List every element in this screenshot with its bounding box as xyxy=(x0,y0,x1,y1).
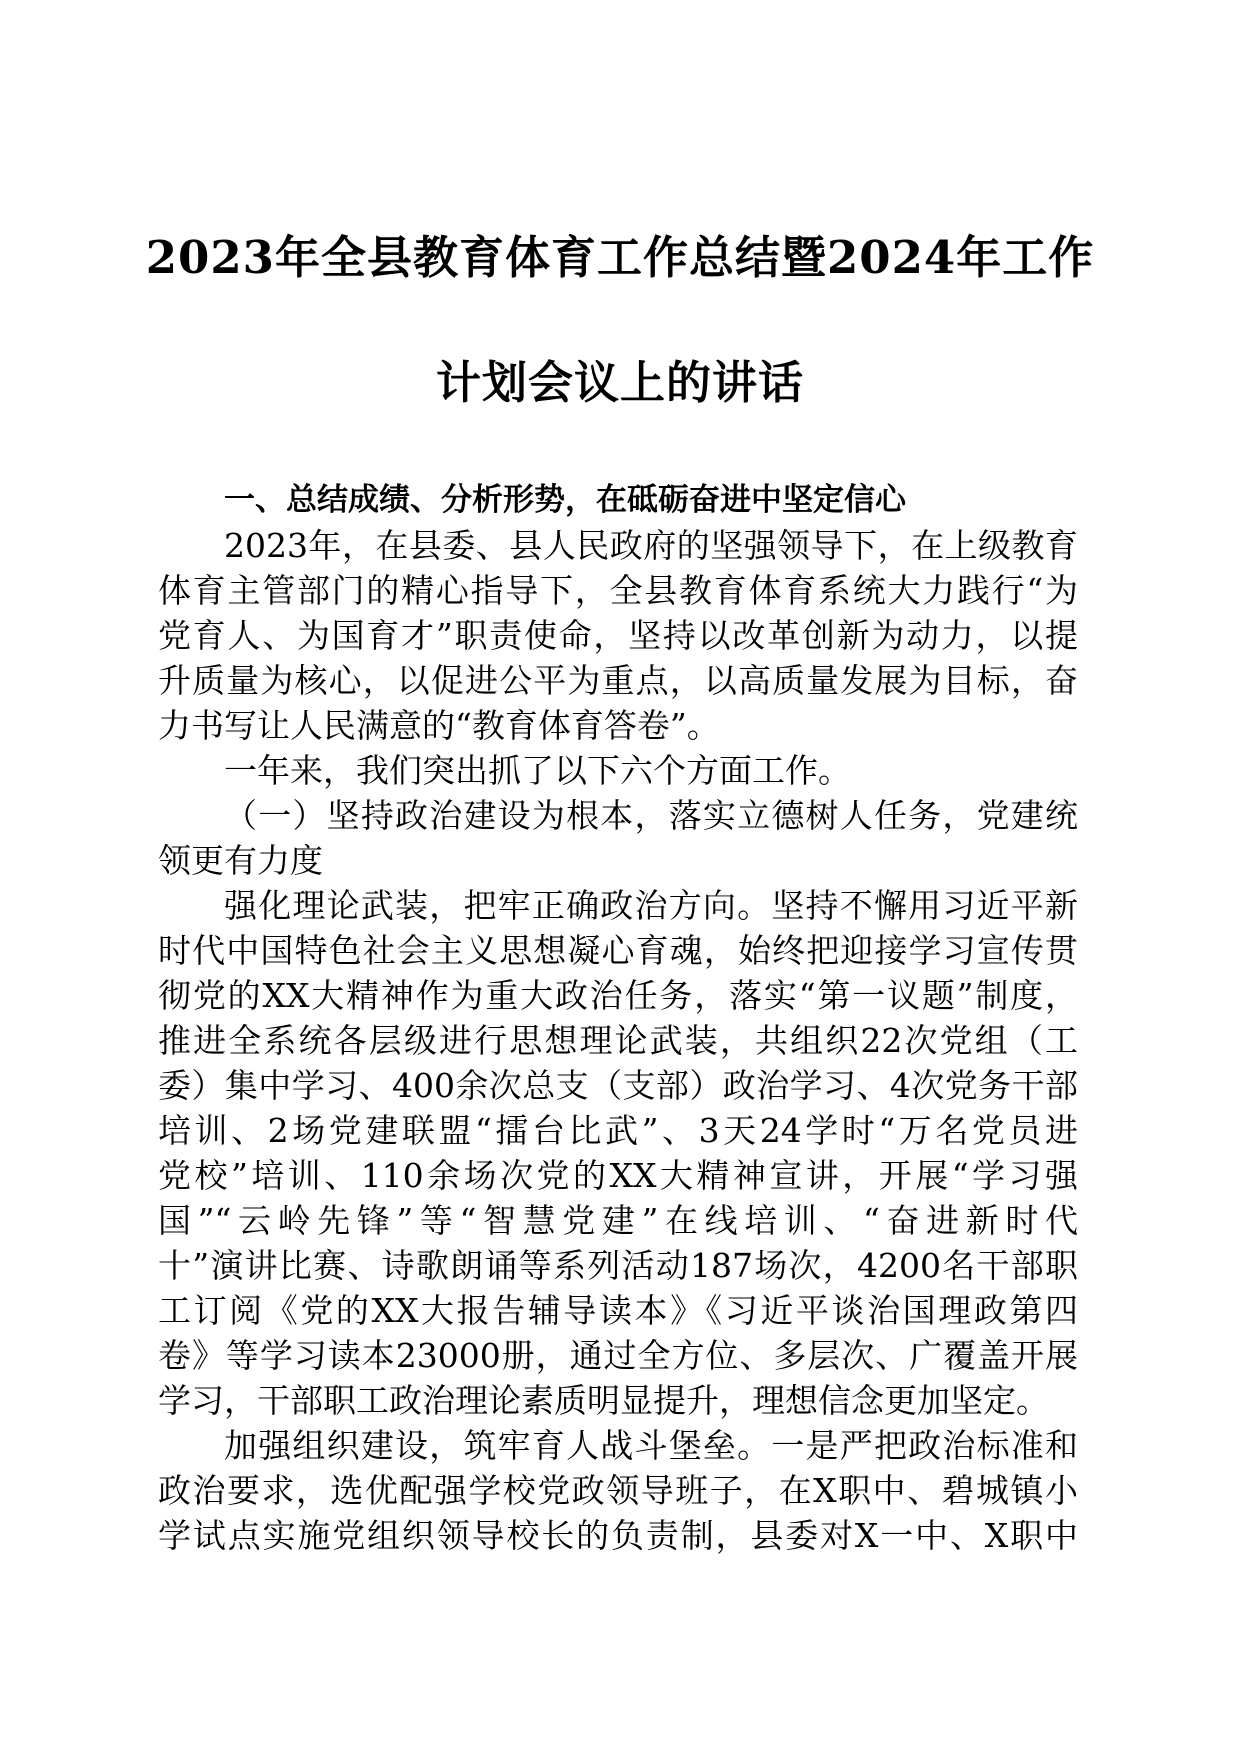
paragraph-line: 党校”培训、110余场次党的XX大精神宣讲，开展“学习强 xyxy=(158,1156,1078,1195)
paragraph-line: 推进全系统各层级进行思想理论武装，共组织22次党组（工 xyxy=(158,1021,1078,1060)
paragraph-line: 国”“云岭先锋”等“智慧党建”在线培训、“奋进新时代 xyxy=(158,1201,1078,1240)
paragraph-line: 学习，干部职工政治理论素质明显提升，理想信念更加坚定。 xyxy=(158,1381,1049,1420)
document-body xyxy=(158,478,1078,1558)
paragraph-line: 2023年，在县委、县人民政府的坚强领导下，在上级教育 xyxy=(224,526,1078,565)
paragraph-line: 培训、2场党建联盟“擂台比武”、3天24学时“万名党员进 xyxy=(158,1111,1078,1150)
paragraph-line: 学试点实施党组织领导校长的负责制，县委对X一中、X职中 xyxy=(158,1516,1078,1555)
paragraph-line: 卷》等学习读本23000册，通过全方位、多层次、广覆盖开展 xyxy=(158,1336,1078,1375)
paragraph-line: 强化理论武装，把牢正确政治方向。坚持不懈用习近平新 xyxy=(224,886,1078,925)
paragraph-line: 加强组织建设，筑牢育人战斗堡垒。一是严把政治标准和 xyxy=(224,1426,1078,1465)
paragraph-line: 体育主管部门的精心指导下，全县教育体育系统大力践行“为 xyxy=(158,571,1078,610)
paragraph-line: 力书写让人民满意的“教育体育答卷”。 xyxy=(158,706,720,745)
paragraph-line: 党育人、为国育才”职责使命，坚持以改革创新为动力，以提 xyxy=(158,616,1078,655)
paragraph-line: 工订阅《党的XX大报告辅导读本》《习近平谈治国理政第四 xyxy=(158,1291,1078,1330)
subsection-heading: （一）坚持政治建设为根本，落实立德树人任务，党建统 xyxy=(224,796,1078,835)
paragraph-line: 十”演讲比赛、诗歌朗诵等系列活动187场次，4200名干部职 xyxy=(158,1246,1078,1285)
subsection-heading: 领更有力度 xyxy=(158,841,323,880)
document-title-line-1: 2023年全县教育体育工作总结暨2024年工作 xyxy=(145,231,1095,284)
paragraph-line: 一年来，我们突出抓了以下六个方面工作。 xyxy=(224,751,851,790)
document-title-line-2: 计划会议上的讲话 xyxy=(435,356,804,409)
paragraph-line: 政治要求，选优配强学校党政领导班子，在X职中、碧城镇小 xyxy=(158,1471,1078,1510)
section-heading: 一、总结成绩、分析形势，在砥砺奋进中坚定信心 xyxy=(224,482,906,518)
paragraph-line: 彻党的XX大精神作为重大政治任务，落实“第一议题”制度， xyxy=(158,976,1078,1015)
paragraph-line: 时代中国特色社会主义思想凝心育魂，始终把迎接学习宣传贯 xyxy=(158,931,1078,970)
paragraph-line: 升质量为核心，以促进公平为重点，以高质量发展为目标，奋 xyxy=(158,661,1078,700)
paragraph-line: 委）集中学习、400余次总支（支部）政治学习、4次党务干部 xyxy=(158,1066,1078,1105)
